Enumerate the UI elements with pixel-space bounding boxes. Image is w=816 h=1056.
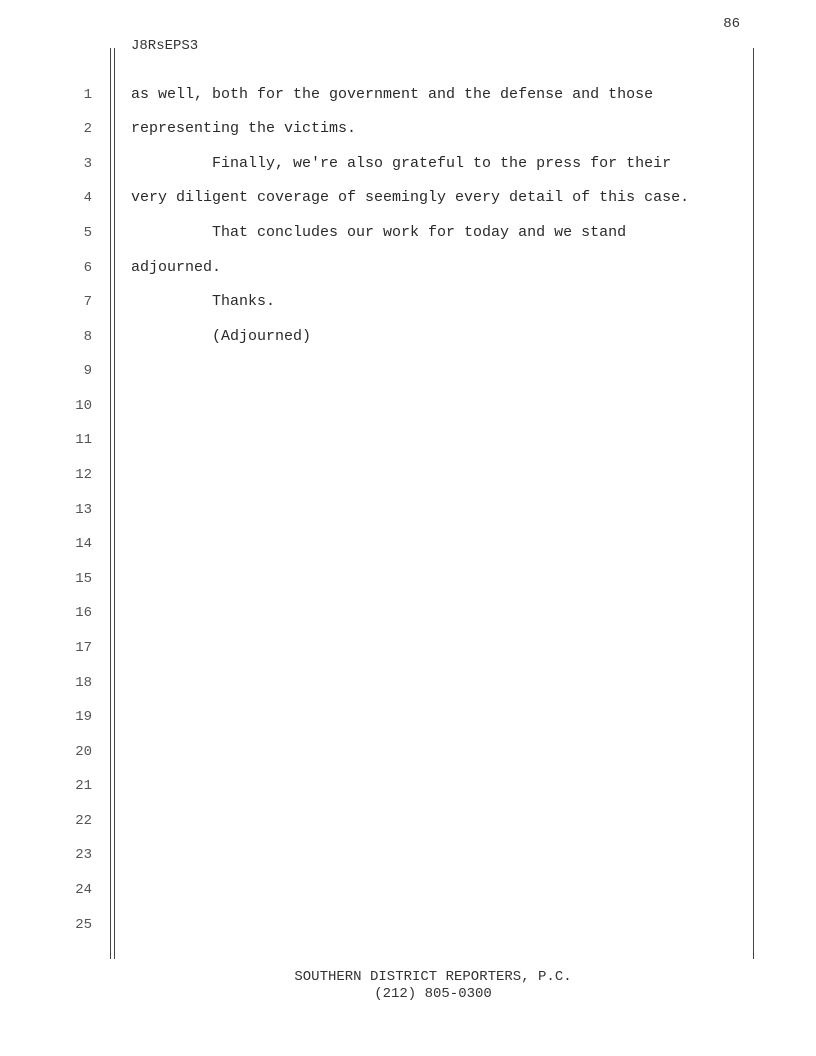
line-number: 22: [75, 813, 92, 829]
line-number: 9: [83, 363, 92, 379]
right-margin-rule: [753, 48, 754, 959]
line-number: 6: [83, 260, 92, 276]
line-number: 24: [75, 882, 92, 898]
left-margin-rule: [110, 48, 111, 959]
line-number: 2: [83, 121, 92, 137]
line-number: 3: [83, 156, 92, 172]
line-number: 12: [75, 467, 92, 483]
line-number: 18: [75, 675, 92, 691]
line-number: 8: [83, 329, 92, 345]
line-number: 23: [75, 847, 92, 863]
line-number: 16: [75, 605, 92, 621]
footer-phone: (212) 805-0300: [374, 986, 492, 1002]
transcript-line: as well, both for the government and the defense and those: [131, 86, 654, 103]
line-number: 21: [75, 778, 92, 794]
page-number: 86: [723, 16, 740, 32]
line-number: 7: [83, 294, 92, 310]
line-number: 19: [75, 709, 92, 725]
line-number: 17: [75, 640, 92, 656]
transcript-line: very diligent coverage of seemingly every detail of this case.: [131, 189, 690, 206]
line-number: 13: [75, 502, 92, 518]
transcript-line: That concludes our work for today and we stand: [131, 224, 627, 241]
transcript-line: Finally, we're also grateful to the press for their: [131, 155, 672, 172]
line-number: 5: [83, 225, 92, 241]
footer-company: SOUTHERN DISTRICT REPORTERS, P.C.: [294, 969, 572, 985]
transcript-line: adjourned.: [131, 259, 222, 276]
line-number: 15: [75, 571, 92, 587]
line-number: 4: [83, 190, 92, 206]
transcript-line: (Adjourned): [131, 328, 312, 345]
line-number: 14: [75, 536, 92, 552]
transcript-line: representing the victims.: [131, 120, 357, 137]
line-number: 1: [83, 87, 92, 103]
case-id: J8RsEPS3: [131, 38, 199, 54]
line-number: 10: [75, 398, 92, 414]
transcript-line: Thanks.: [131, 293, 276, 310]
line-number: 20: [75, 744, 92, 760]
left-margin-rule-inner: [114, 48, 115, 959]
line-number: 25: [75, 917, 92, 933]
line-number: 11: [75, 432, 92, 448]
